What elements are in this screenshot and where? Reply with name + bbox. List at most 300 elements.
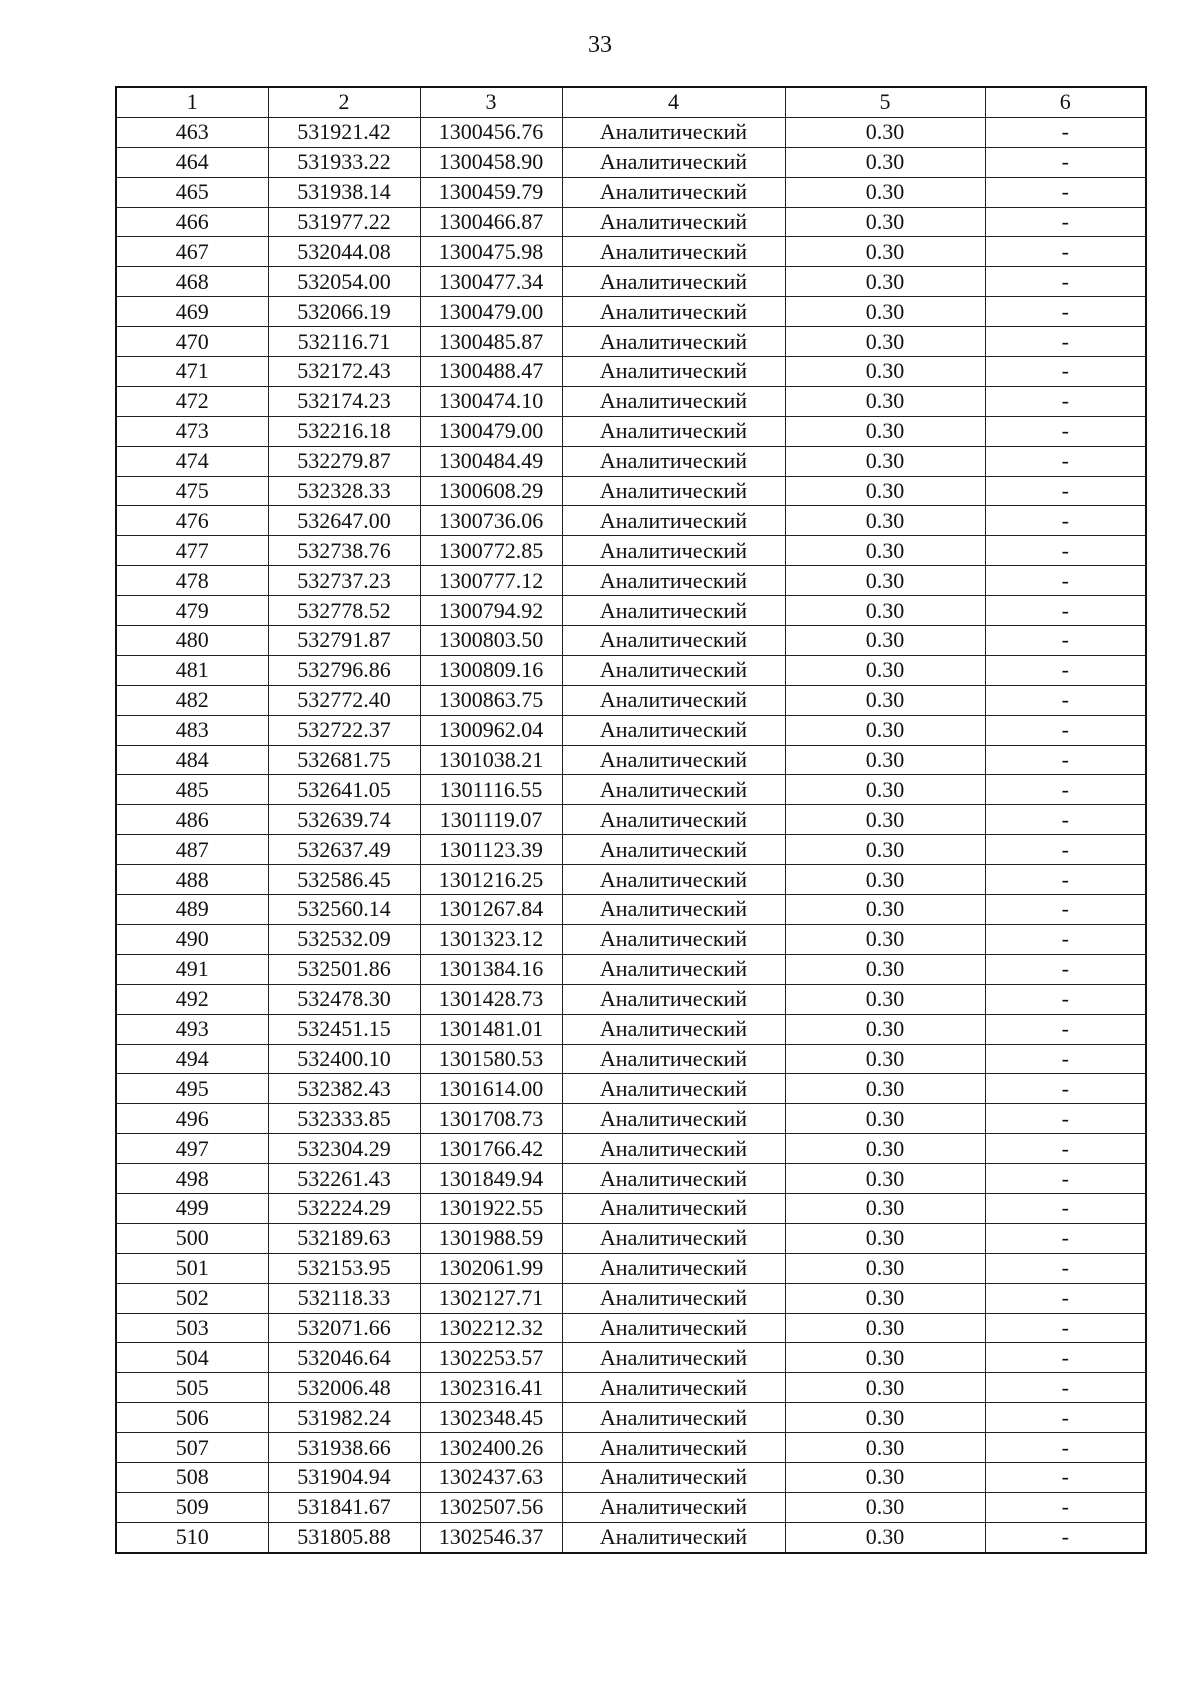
table-header-row xyxy=(116,87,1146,117)
point-number-cell: 491 xyxy=(116,954,268,984)
x-coordinate-cell: 532279.87 xyxy=(268,446,420,476)
point-number-cell: 484 xyxy=(116,745,268,775)
accuracy-cell: 0.30 xyxy=(785,117,985,147)
column-header: 6 xyxy=(985,87,1146,117)
method-cell: Аналитический xyxy=(562,865,785,895)
x-coordinate-cell: 532637.49 xyxy=(268,835,420,865)
point-number-cell: 495 xyxy=(116,1074,268,1104)
y-coordinate-cell: 1301922.55 xyxy=(420,1193,562,1223)
table-row xyxy=(116,1283,1146,1313)
method-cell: Аналитический xyxy=(562,655,785,685)
y-coordinate-cell: 1302400.26 xyxy=(420,1433,562,1463)
y-coordinate-cell: 1301123.39 xyxy=(420,835,562,865)
table-row xyxy=(116,1044,1146,1074)
y-coordinate-cell: 1301038.21 xyxy=(420,745,562,775)
method-cell: Аналитический xyxy=(562,1044,785,1074)
table-row xyxy=(116,1313,1146,1343)
point-number-cell: 504 xyxy=(116,1343,268,1373)
description-cell: - xyxy=(985,177,1146,207)
point-number-cell: 490 xyxy=(116,924,268,954)
point-number-cell: 464 xyxy=(116,147,268,177)
y-coordinate-cell: 1300479.00 xyxy=(420,416,562,446)
x-coordinate-cell: 531921.42 xyxy=(268,117,420,147)
accuracy-cell: 0.30 xyxy=(785,1164,985,1194)
x-coordinate-cell: 531938.66 xyxy=(268,1433,420,1463)
method-cell: Аналитический xyxy=(562,536,785,566)
x-coordinate-cell: 532216.18 xyxy=(268,416,420,446)
description-cell: - xyxy=(985,357,1146,387)
x-coordinate-cell: 532054.00 xyxy=(268,267,420,297)
point-number-cell: 499 xyxy=(116,1193,268,1223)
description-cell: - xyxy=(985,895,1146,925)
method-cell: Аналитический xyxy=(562,745,785,775)
accuracy-cell: 0.30 xyxy=(785,596,985,626)
table-row xyxy=(116,984,1146,1014)
x-coordinate-cell: 532382.43 xyxy=(268,1074,420,1104)
y-coordinate-cell: 1300477.34 xyxy=(420,267,562,297)
y-coordinate-cell: 1300803.50 xyxy=(420,626,562,656)
x-coordinate-cell: 532333.85 xyxy=(268,1104,420,1134)
table-row xyxy=(116,895,1146,925)
description-cell: - xyxy=(985,1433,1146,1463)
method-cell: Аналитический xyxy=(562,1462,785,1492)
method-cell: Аналитический xyxy=(562,446,785,476)
x-coordinate-cell: 532791.87 xyxy=(268,626,420,656)
method-cell: Аналитический xyxy=(562,117,785,147)
x-coordinate-cell: 532478.30 xyxy=(268,984,420,1014)
method-cell: Аналитический xyxy=(562,1313,785,1343)
description-cell: - xyxy=(985,1462,1146,1492)
accuracy-cell: 0.30 xyxy=(785,1492,985,1522)
point-number-cell: 476 xyxy=(116,506,268,536)
method-cell: Аналитический xyxy=(562,1522,785,1552)
x-coordinate-cell: 532006.48 xyxy=(268,1373,420,1403)
y-coordinate-cell: 1302127.71 xyxy=(420,1283,562,1313)
method-cell: Аналитический xyxy=(562,685,785,715)
accuracy-cell: 0.30 xyxy=(785,386,985,416)
table-body xyxy=(116,117,1146,1552)
table-row xyxy=(116,1164,1146,1194)
accuracy-cell: 0.30 xyxy=(785,835,985,865)
description-cell: - xyxy=(985,775,1146,805)
y-coordinate-cell: 1302253.57 xyxy=(420,1343,562,1373)
accuracy-cell: 0.30 xyxy=(785,626,985,656)
accuracy-cell: 0.30 xyxy=(785,685,985,715)
accuracy-cell: 0.30 xyxy=(785,655,985,685)
x-coordinate-cell: 532044.08 xyxy=(268,237,420,267)
x-coordinate-cell: 532772.40 xyxy=(268,685,420,715)
y-coordinate-cell: 1300736.06 xyxy=(420,506,562,536)
accuracy-cell: 0.30 xyxy=(785,327,985,357)
point-number-cell: 471 xyxy=(116,357,268,387)
point-number-cell: 467 xyxy=(116,237,268,267)
point-number-cell: 479 xyxy=(116,596,268,626)
point-number-cell: 496 xyxy=(116,1104,268,1134)
table-row xyxy=(116,1193,1146,1223)
method-cell: Аналитический xyxy=(562,1343,785,1373)
table-row xyxy=(116,506,1146,536)
point-number-cell: 487 xyxy=(116,835,268,865)
description-cell: - xyxy=(985,1343,1146,1373)
description-cell: - xyxy=(985,924,1146,954)
y-coordinate-cell: 1300466.87 xyxy=(420,207,562,237)
y-coordinate-cell: 1301988.59 xyxy=(420,1223,562,1253)
description-cell: - xyxy=(985,1522,1146,1552)
table-row xyxy=(116,1373,1146,1403)
description-cell: - xyxy=(985,1044,1146,1074)
accuracy-cell: 0.30 xyxy=(785,1014,985,1044)
x-coordinate-cell: 532501.86 xyxy=(268,954,420,984)
method-cell: Аналитический xyxy=(562,1164,785,1194)
x-coordinate-cell: 532174.23 xyxy=(268,386,420,416)
table-row xyxy=(116,327,1146,357)
description-cell: - xyxy=(985,566,1146,596)
y-coordinate-cell: 1301384.16 xyxy=(420,954,562,984)
point-number-cell: 492 xyxy=(116,984,268,1014)
y-coordinate-cell: 1300475.98 xyxy=(420,237,562,267)
point-number-cell: 470 xyxy=(116,327,268,357)
accuracy-cell: 0.30 xyxy=(785,1104,985,1134)
accuracy-cell: 0.30 xyxy=(785,715,985,745)
y-coordinate-cell: 1300458.90 xyxy=(420,147,562,177)
table-row xyxy=(116,536,1146,566)
point-number-cell: 500 xyxy=(116,1223,268,1253)
point-number-cell: 478 xyxy=(116,566,268,596)
x-coordinate-cell: 531982.24 xyxy=(268,1403,420,1433)
table-row xyxy=(116,1462,1146,1492)
table-row xyxy=(116,655,1146,685)
accuracy-cell: 0.30 xyxy=(785,984,985,1014)
point-number-cell: 465 xyxy=(116,177,268,207)
point-number-cell: 508 xyxy=(116,1462,268,1492)
point-number-cell: 468 xyxy=(116,267,268,297)
x-coordinate-cell: 532066.19 xyxy=(268,297,420,327)
description-cell: - xyxy=(985,596,1146,626)
description-cell: - xyxy=(985,1164,1146,1194)
y-coordinate-cell: 1300479.00 xyxy=(420,297,562,327)
description-cell: - xyxy=(985,536,1146,566)
y-coordinate-cell: 1300484.49 xyxy=(420,446,562,476)
table-row xyxy=(116,626,1146,656)
table-row xyxy=(116,207,1146,237)
method-cell: Аналитический xyxy=(562,237,785,267)
accuracy-cell: 0.30 xyxy=(785,1373,985,1403)
y-coordinate-cell: 1301267.84 xyxy=(420,895,562,925)
description-cell: - xyxy=(985,327,1146,357)
method-cell: Аналитический xyxy=(562,297,785,327)
coordinates-table xyxy=(115,86,1147,1554)
table-row xyxy=(116,1492,1146,1522)
y-coordinate-cell: 1300777.12 xyxy=(420,566,562,596)
method-cell: Аналитический xyxy=(562,715,785,745)
x-coordinate-cell: 532681.75 xyxy=(268,745,420,775)
description-cell: - xyxy=(985,147,1146,177)
description-cell: - xyxy=(985,416,1146,446)
accuracy-cell: 0.30 xyxy=(785,177,985,207)
table-row xyxy=(116,357,1146,387)
point-number-cell: 483 xyxy=(116,715,268,745)
y-coordinate-cell: 1302507.56 xyxy=(420,1492,562,1522)
point-number-cell: 498 xyxy=(116,1164,268,1194)
table-row xyxy=(116,1223,1146,1253)
x-coordinate-cell: 532304.29 xyxy=(268,1134,420,1164)
accuracy-cell: 0.30 xyxy=(785,1462,985,1492)
description-cell: - xyxy=(985,954,1146,984)
table-row xyxy=(116,775,1146,805)
x-coordinate-cell: 532116.71 xyxy=(268,327,420,357)
method-cell: Аналитический xyxy=(562,805,785,835)
description-cell: - xyxy=(985,1253,1146,1283)
description-cell: - xyxy=(985,685,1146,715)
y-coordinate-cell: 1300474.10 xyxy=(420,386,562,416)
accuracy-cell: 0.30 xyxy=(785,1313,985,1343)
column-header: 3 xyxy=(420,87,562,117)
accuracy-cell: 0.30 xyxy=(785,895,985,925)
point-number-cell: 475 xyxy=(116,476,268,506)
point-number-cell: 497 xyxy=(116,1134,268,1164)
x-coordinate-cell: 531904.94 xyxy=(268,1462,420,1492)
accuracy-cell: 0.30 xyxy=(785,207,985,237)
description-cell: - xyxy=(985,117,1146,147)
table-row xyxy=(116,177,1146,207)
y-coordinate-cell: 1301428.73 xyxy=(420,984,562,1014)
x-coordinate-cell: 532796.86 xyxy=(268,655,420,685)
accuracy-cell: 0.30 xyxy=(785,775,985,805)
description-cell: - xyxy=(985,1403,1146,1433)
x-coordinate-cell: 532778.52 xyxy=(268,596,420,626)
y-coordinate-cell: 1300809.16 xyxy=(420,655,562,685)
method-cell: Аналитический xyxy=(562,954,785,984)
x-coordinate-cell: 531977.22 xyxy=(268,207,420,237)
accuracy-cell: 0.30 xyxy=(785,1253,985,1283)
table-row xyxy=(116,745,1146,775)
point-number-cell: 474 xyxy=(116,446,268,476)
accuracy-cell: 0.30 xyxy=(785,745,985,775)
point-number-cell: 501 xyxy=(116,1253,268,1283)
description-cell: - xyxy=(985,1492,1146,1522)
point-number-cell: 505 xyxy=(116,1373,268,1403)
accuracy-cell: 0.30 xyxy=(785,1343,985,1373)
description-cell: - xyxy=(985,386,1146,416)
x-coordinate-cell: 532641.05 xyxy=(268,775,420,805)
method-cell: Аналитический xyxy=(562,1253,785,1283)
description-cell: - xyxy=(985,446,1146,476)
y-coordinate-cell: 1301216.25 xyxy=(420,865,562,895)
x-coordinate-cell: 532046.64 xyxy=(268,1343,420,1373)
description-cell: - xyxy=(985,506,1146,536)
table-row xyxy=(116,1253,1146,1283)
accuracy-cell: 0.30 xyxy=(785,566,985,596)
y-coordinate-cell: 1301323.12 xyxy=(420,924,562,954)
x-coordinate-cell: 532737.23 xyxy=(268,566,420,596)
method-cell: Аналитический xyxy=(562,1223,785,1253)
accuracy-cell: 0.30 xyxy=(785,446,985,476)
method-cell: Аналитический xyxy=(562,416,785,446)
x-coordinate-cell: 532071.66 xyxy=(268,1313,420,1343)
x-coordinate-cell: 532153.95 xyxy=(268,1253,420,1283)
accuracy-cell: 0.30 xyxy=(785,1134,985,1164)
description-cell: - xyxy=(985,626,1146,656)
table-row xyxy=(116,954,1146,984)
description-cell: - xyxy=(985,865,1146,895)
table-row xyxy=(116,924,1146,954)
x-coordinate-cell: 532738.76 xyxy=(268,536,420,566)
y-coordinate-cell: 1300794.92 xyxy=(420,596,562,626)
table-row xyxy=(116,566,1146,596)
point-number-cell: 473 xyxy=(116,416,268,446)
x-coordinate-cell: 531805.88 xyxy=(268,1522,420,1552)
y-coordinate-cell: 1302212.32 xyxy=(420,1313,562,1343)
description-cell: - xyxy=(985,1373,1146,1403)
method-cell: Аналитический xyxy=(562,1433,785,1463)
accuracy-cell: 0.30 xyxy=(785,1433,985,1463)
table-row xyxy=(116,1074,1146,1104)
y-coordinate-cell: 1301481.01 xyxy=(420,1014,562,1044)
accuracy-cell: 0.30 xyxy=(785,1044,985,1074)
method-cell: Аналитический xyxy=(562,1134,785,1164)
point-number-cell: 469 xyxy=(116,297,268,327)
method-cell: Аналитический xyxy=(562,924,785,954)
description-cell: - xyxy=(985,1313,1146,1343)
page-number: 33 xyxy=(588,32,612,58)
table-row xyxy=(116,237,1146,267)
point-number-cell: 486 xyxy=(116,805,268,835)
table-row xyxy=(116,835,1146,865)
x-coordinate-cell: 532400.10 xyxy=(268,1044,420,1074)
method-cell: Аналитический xyxy=(562,506,785,536)
table-row xyxy=(116,805,1146,835)
y-coordinate-cell: 1302061.99 xyxy=(420,1253,562,1283)
x-coordinate-cell: 531841.67 xyxy=(268,1492,420,1522)
accuracy-cell: 0.30 xyxy=(785,1223,985,1253)
y-coordinate-cell: 1301849.94 xyxy=(420,1164,562,1194)
table-row xyxy=(116,117,1146,147)
x-coordinate-cell: 531933.22 xyxy=(268,147,420,177)
description-cell: - xyxy=(985,1223,1146,1253)
table-row xyxy=(116,1522,1146,1552)
method-cell: Аналитический xyxy=(562,1283,785,1313)
accuracy-cell: 0.30 xyxy=(785,237,985,267)
y-coordinate-cell: 1301116.55 xyxy=(420,775,562,805)
point-number-cell: 507 xyxy=(116,1433,268,1463)
method-cell: Аналитический xyxy=(562,386,785,416)
point-number-cell: 493 xyxy=(116,1014,268,1044)
description-cell: - xyxy=(985,655,1146,685)
method-cell: Аналитический xyxy=(562,566,785,596)
method-cell: Аналитический xyxy=(562,895,785,925)
description-cell: - xyxy=(985,1074,1146,1104)
table-row xyxy=(116,147,1146,177)
y-coordinate-cell: 1300962.04 xyxy=(420,715,562,745)
table-row xyxy=(116,476,1146,506)
table-row xyxy=(116,1403,1146,1433)
method-cell: Аналитический xyxy=(562,1492,785,1522)
table-row xyxy=(116,715,1146,745)
point-number-cell: 506 xyxy=(116,1403,268,1433)
table-row xyxy=(116,1014,1146,1044)
y-coordinate-cell: 1301614.00 xyxy=(420,1074,562,1104)
y-coordinate-cell: 1300485.87 xyxy=(420,327,562,357)
point-number-cell: 502 xyxy=(116,1283,268,1313)
method-cell: Аналитический xyxy=(562,1014,785,1044)
point-number-cell: 482 xyxy=(116,685,268,715)
x-coordinate-cell: 532172.43 xyxy=(268,357,420,387)
table-row xyxy=(116,297,1146,327)
table-row xyxy=(116,267,1146,297)
accuracy-cell: 0.30 xyxy=(785,865,985,895)
method-cell: Аналитический xyxy=(562,357,785,387)
y-coordinate-cell: 1302546.37 xyxy=(420,1522,562,1552)
point-number-cell: 494 xyxy=(116,1044,268,1074)
x-coordinate-cell: 532189.63 xyxy=(268,1223,420,1253)
description-cell: - xyxy=(985,1104,1146,1134)
description-cell: - xyxy=(985,267,1146,297)
y-coordinate-cell: 1301580.53 xyxy=(420,1044,562,1074)
x-coordinate-cell: 532118.33 xyxy=(268,1283,420,1313)
method-cell: Аналитический xyxy=(562,596,785,626)
method-cell: Аналитический xyxy=(562,147,785,177)
description-cell: - xyxy=(985,1014,1146,1044)
description-cell: - xyxy=(985,297,1146,327)
method-cell: Аналитический xyxy=(562,207,785,237)
point-number-cell: 466 xyxy=(116,207,268,237)
x-coordinate-cell: 532224.29 xyxy=(268,1193,420,1223)
table-row xyxy=(116,446,1146,476)
description-cell: - xyxy=(985,745,1146,775)
accuracy-cell: 0.30 xyxy=(785,267,985,297)
column-header: 5 xyxy=(785,87,985,117)
x-coordinate-cell: 532586.45 xyxy=(268,865,420,895)
x-coordinate-cell: 532647.00 xyxy=(268,506,420,536)
method-cell: Аналитический xyxy=(562,1104,785,1134)
x-coordinate-cell: 531938.14 xyxy=(268,177,420,207)
method-cell: Аналитический xyxy=(562,626,785,656)
description-cell: - xyxy=(985,984,1146,1014)
x-coordinate-cell: 532639.74 xyxy=(268,805,420,835)
point-number-cell: 463 xyxy=(116,117,268,147)
accuracy-cell: 0.30 xyxy=(785,416,985,446)
method-cell: Аналитический xyxy=(562,984,785,1014)
accuracy-cell: 0.30 xyxy=(785,536,985,566)
description-cell: - xyxy=(985,207,1146,237)
y-coordinate-cell: 1300459.79 xyxy=(420,177,562,207)
point-number-cell: 480 xyxy=(116,626,268,656)
table-row xyxy=(116,416,1146,446)
point-number-cell: 472 xyxy=(116,386,268,416)
description-cell: - xyxy=(985,476,1146,506)
point-number-cell: 510 xyxy=(116,1522,268,1552)
point-number-cell: 503 xyxy=(116,1313,268,1343)
accuracy-cell: 0.30 xyxy=(785,506,985,536)
method-cell: Аналитический xyxy=(562,835,785,865)
point-number-cell: 481 xyxy=(116,655,268,685)
table-row xyxy=(116,1343,1146,1373)
y-coordinate-cell: 1300863.75 xyxy=(420,685,562,715)
method-cell: Аналитический xyxy=(562,476,785,506)
description-cell: - xyxy=(985,1193,1146,1223)
method-cell: Аналитический xyxy=(562,1193,785,1223)
table-row xyxy=(116,386,1146,416)
y-coordinate-cell: 1301708.73 xyxy=(420,1104,562,1134)
method-cell: Аналитический xyxy=(562,327,785,357)
x-coordinate-cell: 532451.15 xyxy=(268,1014,420,1044)
accuracy-cell: 0.30 xyxy=(785,357,985,387)
point-number-cell: 488 xyxy=(116,865,268,895)
accuracy-cell: 0.30 xyxy=(785,1283,985,1313)
accuracy-cell: 0.30 xyxy=(785,1193,985,1223)
description-cell: - xyxy=(985,237,1146,267)
method-cell: Аналитический xyxy=(562,1074,785,1104)
